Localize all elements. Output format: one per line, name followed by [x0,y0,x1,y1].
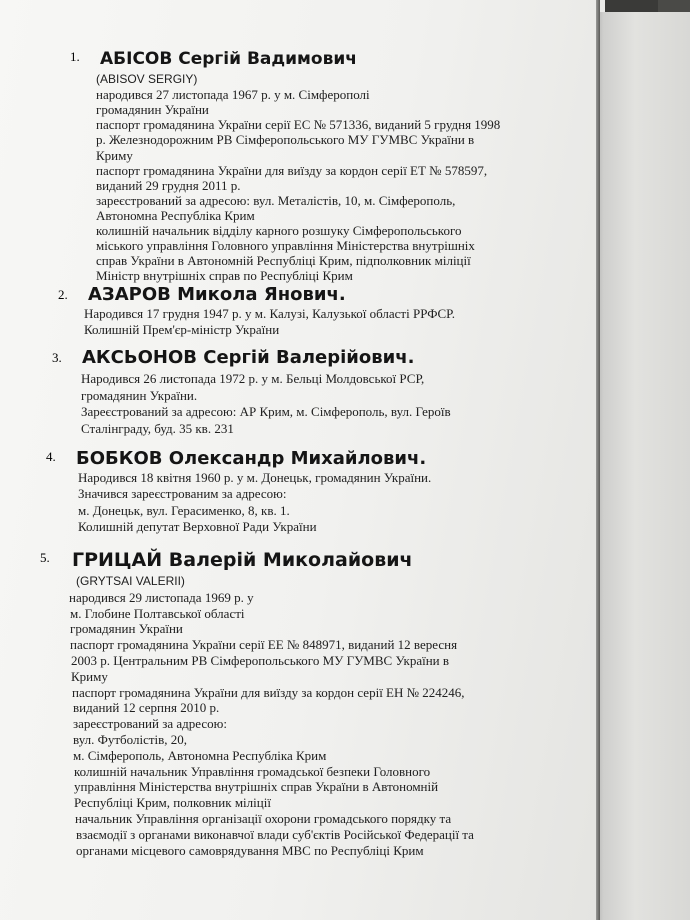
entry-detail-line: м. Донецьк, вул. Герасименко, 8, кв. 1. [78,503,290,518]
entry-detail-line: м. Сімферополь, Автономна Республіка Крим [73,748,327,763]
entry-detail-line: органами місцевого самоврядування МВС по Республіці Крим [76,843,424,858]
entry-detail-line: Народився 18 квітня 1960 р. у м. Донецьк, громадянин України. [78,470,432,485]
entry-detail-line: паспорт громадянина України для виїзду за кордон серії ЕН № 224246, [72,685,465,700]
entry-detail-line: народився 29 листопада 1969 р. у [69,590,254,605]
background-corner [658,0,690,12]
person-name: БОБКОВ Олександр Михайлович. [76,448,427,469]
entry-detail-line: начальник Управління організації охорони громадського порядку та [75,811,452,826]
entry-detail-line: зареєстрований за адресою: вул. Металістів, 10, м. Сімферополь, [96,193,456,208]
entry-detail-line: м. Глобине Полтавської області [70,606,245,621]
entry-detail-line: колишній начальник відділу карного розшуку Сімферопольського [96,223,462,238]
entry-number: 2. [58,287,68,302]
entry-detail-line: громадянин України [96,102,209,117]
entry-detail-line: виданий 12 серпня 2010 р. [73,700,220,715]
entry-detail-line: Криму [71,669,108,684]
entry-detail-line: Зареєстрований за адресою: АР Крим, м. Сімферополь, вул. Героїв [81,404,451,419]
entry-detail-line: виданий 29 грудня 2011 р. [96,178,241,193]
entry-detail-line: (GRYTSAI VALERII) [76,574,185,588]
second-page-edge [598,12,690,920]
entry-detail-line: Сталінграду, буд. 35 кв. 231 [81,421,234,436]
entry-detail-line: Автономна Республіка Крим [96,208,255,223]
entry-detail-line: Міністр внутрішніх справ по Республіці Крим [96,268,353,283]
entry-detail-line: Народився 17 грудня 1947 р. у м. Калузі, Калузької області РРФСР. [84,306,456,321]
person-name: ГРИЦАЙ Валерій Миколайович [72,549,413,571]
entry-detail-line: р. Железнодорожним РВ Сімферопольського МУ ГУМВС України в [96,132,475,147]
entry-detail-line: Колишній депутат Верховної Ради України [78,519,317,534]
entry-detail-line: Значився зареєстрованим за адресою: [78,486,287,501]
entry-detail-line: 2003 р. Центральним РВ Сімферопольського МУ ГУМВС України в [71,653,450,668]
entry-detail-line: Криму [96,148,133,163]
entry-detail-line: паспорт громадянина України серії ЕЕ № 848971, виданий 12 вересня [70,637,458,652]
person-name: АБІСОВ Сергій Вадимович [100,49,357,69]
entry-detail-line: паспорт громадянина України для виїзду за кордон серії ЕТ № 578597, [96,163,488,178]
entry-detail-line: справ України в Автономній Республіці Крим, підполковник міліції [96,253,471,268]
entry-detail-line: управління Міністерства внутрішніх справ України в Автономній [74,779,439,794]
entry-detail-line: зареєстрований за адресою: [73,716,227,731]
entry-detail-line: народився 27 листопада 1967 р. у м. Сімферополі [96,87,370,102]
entry-detail-line: Республіці Крим, полковник міліції [74,795,271,810]
entry-detail-line: (ABISOV SERGIY) [96,72,198,86]
page-edge-shadow [596,0,600,920]
person-name: АЗАРОВ Микола Янович. [88,284,346,305]
entry-detail-line: взаємодії з органами виконавчої влади суб'єктів Російської Федерації та [76,827,474,842]
entry-detail-line: громадянин України. [81,388,198,403]
entry-number: 3. [52,350,62,365]
entry-detail-line: Колишній Прем'єр-міністр України [84,322,280,337]
entry-number: 5. [40,550,50,565]
entry-number: 1. [70,49,80,64]
entry-detail-line: вул. Футболістів, 20, [73,732,188,747]
entry-detail-line: Народився 26 листопада 1972 р. у м. Бельці Молдовської РСР, [81,371,425,386]
entry-number: 4. [46,449,56,464]
person-name: АКСЬОНОВ Сергій Валерійович. [82,347,415,368]
entry-detail-line: громадянин України [70,621,183,636]
entry-detail-line: колишній начальник Управління громадської безпеки Головного [74,764,431,779]
entry-detail-line: паспорт громадянина України серії ЕС № 571336, виданий 5 грудня 1998 [96,117,501,132]
entry-detail-line: міського управління Головного управління Міністерства внутрішніх [96,238,475,253]
